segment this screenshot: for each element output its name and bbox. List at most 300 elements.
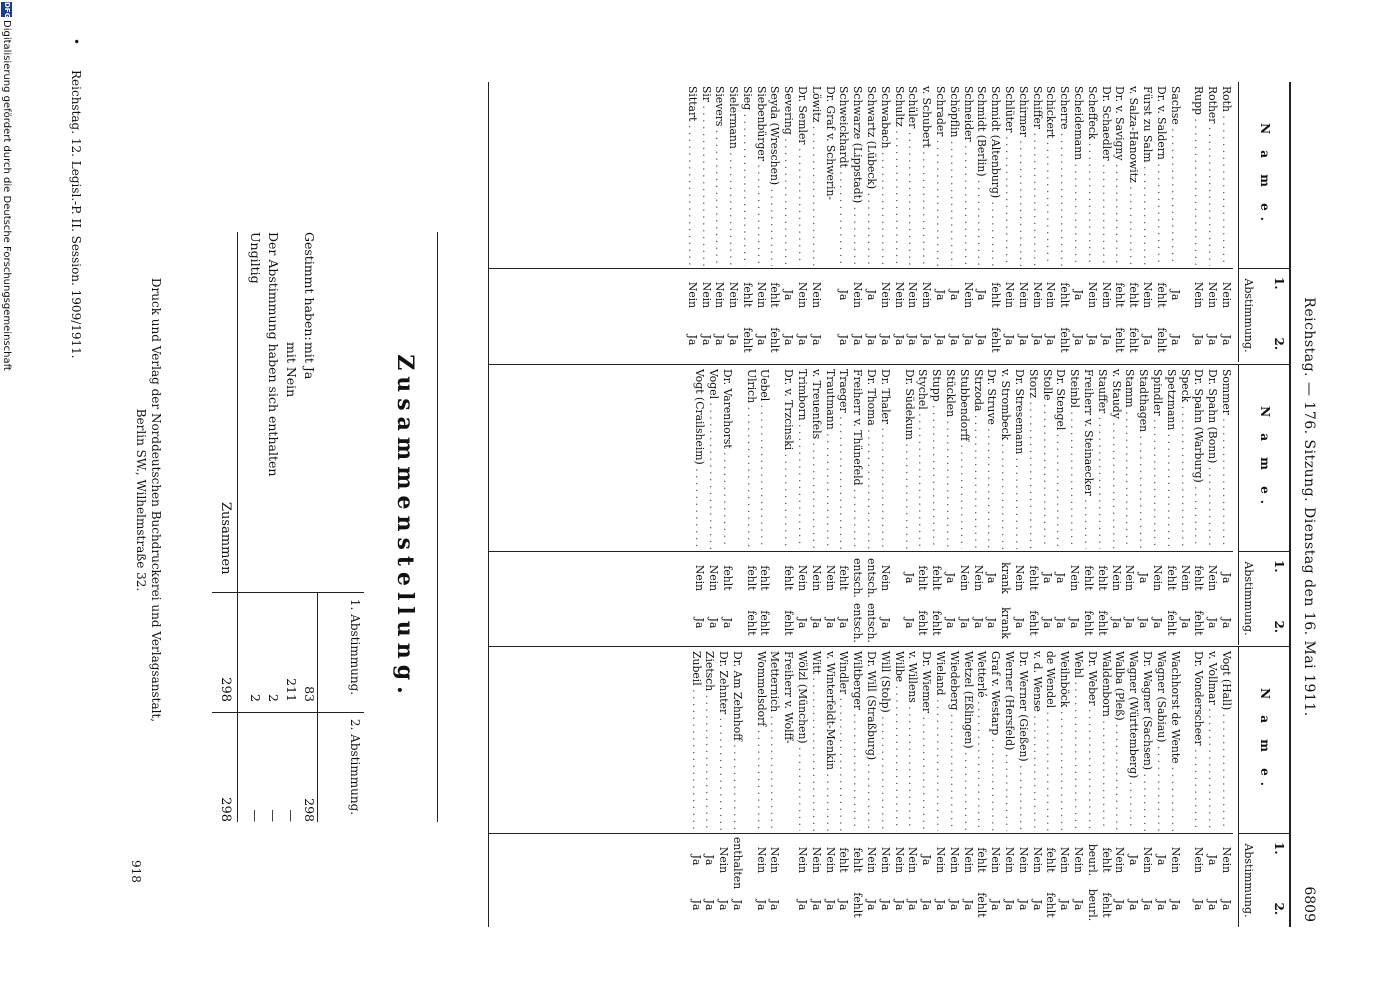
table-row	[1205, 82, 1219, 362]
vote-rows	[489, 647, 1233, 927]
vote-2-value: Ja	[892, 334, 906, 346]
vote-1-value: Ja	[837, 289, 851, 301]
name-header: N a m e.	[1258, 123, 1272, 227]
vote-rows	[489, 365, 1233, 645]
vote-1-value: fehlt	[1082, 565, 1096, 591]
vote-2-value: Ja	[1192, 899, 1206, 911]
table-row	[809, 647, 823, 927]
table-row	[754, 82, 768, 362]
vote-2-value: Ja	[782, 334, 796, 346]
member-name: Zubeil . . .	[689, 651, 703, 831]
member-name: Dr. Vonderscheer . . .	[1192, 651, 1206, 831]
vote-2-value: Ja	[1072, 899, 1086, 911]
summary-value-1: 211	[284, 678, 299, 702]
member-name: Stychel . . .	[916, 369, 930, 549]
table-row	[929, 365, 943, 645]
vote-1-value: Nein	[892, 281, 906, 309]
vote-1-value: Nein	[754, 281, 768, 309]
table-row	[1113, 82, 1127, 362]
summary-title: Zusammenstellung.	[392, 354, 418, 700]
table-row	[919, 82, 933, 362]
vote-column-1	[489, 82, 1289, 362]
vote-1-value: fehlt	[1058, 282, 1072, 308]
member-name: Werner (Hersfeld) . . .	[1002, 651, 1016, 831]
bullet-mark: •	[69, 38, 83, 46]
vote-2-value: Ja	[865, 334, 879, 346]
member-name: Storz . . .	[1026, 369, 1040, 549]
table-row	[1002, 647, 1016, 927]
vote-2-value: fehlt	[1164, 610, 1178, 636]
member-name: v. Willens . . .	[906, 651, 920, 831]
member-name: Dr. v. Savigny . . .	[1113, 86, 1127, 266]
table-row	[837, 365, 851, 645]
table-row	[892, 647, 906, 927]
vote-1-value: fehlt	[989, 282, 1003, 308]
vote-2-value: fehlt	[1154, 327, 1168, 353]
vote-2-value: Ja	[865, 899, 879, 911]
member-name: Sieg . . .	[740, 86, 754, 266]
member-name: Trimborn . . .	[795, 369, 809, 549]
vote-1-value: Nein	[1206, 281, 1220, 309]
table-row	[768, 82, 782, 362]
vote-2-value: Ja	[906, 899, 920, 911]
vote-tables	[488, 82, 1291, 927]
member-name: Sielermann . . .	[726, 86, 740, 266]
vote-header	[1239, 268, 1289, 362]
table-row	[902, 365, 916, 645]
table-row	[1192, 365, 1206, 645]
member-name: Trautmann . . .	[823, 369, 837, 549]
vote-2-value: Ja	[1154, 899, 1168, 911]
member-name: de Wendel . . .	[1044, 651, 1058, 831]
table-row	[726, 82, 740, 362]
table-row	[703, 647, 717, 927]
table-row	[864, 82, 878, 362]
member-name: Stauffer . . .	[1095, 369, 1109, 549]
vote-2-value: Ja	[878, 899, 892, 911]
vote-1-value: Nein	[768, 846, 782, 874]
vote-1-value: Ja	[975, 289, 989, 301]
vote-1-value: Nein	[685, 281, 699, 309]
member-name: Stücklen . . .	[943, 369, 957, 549]
table-row	[837, 647, 851, 927]
vote-2-value: Ja	[1168, 899, 1182, 911]
vote-2-value: fehlt	[740, 327, 754, 353]
vote-1-value: Nein	[1016, 281, 1030, 309]
table-row	[878, 647, 892, 927]
member-name: Dr. Struve . . .	[985, 369, 999, 549]
vote-1-value: Nein	[971, 564, 985, 592]
vote-1-value: Nein	[892, 846, 906, 874]
summary-line	[300, 232, 318, 822]
vote-1-value: Nein	[754, 846, 768, 874]
member-name: Dr. Stresemann . . .	[1012, 369, 1026, 549]
table-row	[1109, 365, 1123, 645]
table-row	[906, 647, 920, 927]
summary-value-2: —	[284, 809, 299, 822]
vote-1-value: Nein	[809, 564, 823, 592]
table-row	[758, 365, 772, 645]
member-name: Steinbl . . .	[1067, 369, 1081, 549]
vote-2-value: Ja	[689, 899, 703, 911]
member-name: Graf v. Westarp . . .	[988, 651, 1002, 831]
vote-2-value: Ja	[1030, 899, 1044, 911]
vote-1-value: Nein	[1178, 564, 1192, 592]
vote-1-value: Nein	[1044, 281, 1058, 309]
member-name: Wetterlé . . .	[975, 651, 989, 831]
summary-value-1: 83	[302, 686, 317, 702]
table-row	[850, 365, 864, 645]
vote-2-value: Ja	[809, 617, 823, 629]
vote-1-value: Nein	[1220, 846, 1233, 874]
member-name: Roth . . .	[1219, 86, 1233, 266]
vote-1-value: Nein	[920, 281, 934, 309]
table-row	[1123, 365, 1137, 645]
member-name: Vogel . . .	[706, 369, 720, 549]
vote-2-value: Ja	[730, 899, 744, 911]
table-row	[782, 647, 796, 927]
member-name: Schwarze (Lippstadt) . . .	[850, 86, 864, 266]
vote-1-value: fehlt	[930, 565, 944, 591]
vote-2-value: Ja	[1220, 899, 1233, 911]
vote-2-value: Ja	[961, 334, 975, 346]
table-row	[1154, 647, 1168, 927]
member-name: Wiltberger . . .	[850, 651, 864, 831]
table-row	[947, 647, 961, 927]
table-row	[892, 82, 906, 362]
vote-1-value: fehlt	[1192, 565, 1206, 591]
summary-head-2: 2. Abstimmung.	[348, 718, 362, 816]
vote-2-value: Ja	[1044, 334, 1058, 346]
table-header	[1238, 82, 1289, 362]
printer-line-1: Druck und Verlag der Norddeutschen Buchdruckerei und Verlagsanstalt,	[149, 277, 163, 723]
vote-1-value: fehlt	[851, 847, 865, 873]
table-row	[1030, 82, 1044, 362]
table-row	[716, 647, 730, 927]
name-header: N a m e.	[1258, 688, 1272, 792]
vote-2-value: Ja	[727, 334, 741, 346]
member-name: Schmidt (Berlin) . . .	[975, 86, 989, 266]
member-name: Sir . . .	[699, 86, 713, 266]
vote-2-value: Ja	[1016, 899, 1030, 911]
vote-1-value: Nein	[934, 846, 948, 874]
member-name: Schmidt (Altenburg) . . .	[988, 86, 1002, 266]
footer-text: Reichstag. 12. Legisl.-P. II. Session. 1909/1911.	[69, 70, 83, 359]
member-name: Freiherr v. Steinaecker . . .	[1081, 369, 1095, 549]
group-spacer	[744, 647, 754, 927]
table-row	[1219, 82, 1233, 362]
table-row	[1205, 365, 1219, 645]
vote-2-value: Ja	[1220, 334, 1233, 346]
summary-value-1: 2	[248, 694, 263, 702]
vote-2-value: Ja	[693, 617, 707, 629]
vote-1-value: fehlt	[916, 565, 930, 591]
table-row	[1140, 82, 1154, 362]
table-row	[699, 82, 713, 362]
member-name: v. d. Wense . . .	[1030, 651, 1044, 831]
member-name: v. Vollmar . . .	[1205, 651, 1219, 831]
table-row	[961, 647, 975, 927]
table-row	[943, 365, 957, 645]
table-row	[971, 365, 985, 645]
vote-2-value: Ja	[920, 334, 934, 346]
member-name: Waldenborn . . .	[1099, 651, 1113, 831]
vote-1-value: Ja	[947, 289, 961, 301]
member-name: Vogt (Hall) . . .	[1219, 651, 1233, 831]
member-name: Sittart . . .	[685, 86, 699, 266]
page-header	[1293, 92, 1323, 922]
vote-2-value: Ja	[1137, 617, 1151, 629]
vote-2-value: Ja	[720, 617, 734, 629]
table-row	[713, 82, 727, 362]
vote-1-value: Nein	[1016, 846, 1030, 874]
member-name: v. Schubert . . .	[919, 86, 933, 266]
member-name: Sievers . . .	[713, 86, 727, 266]
vote-1-value: Nein	[989, 846, 1003, 874]
table-row	[782, 365, 796, 645]
member-name: Schlüter . . .	[1002, 86, 1016, 266]
table-row	[1126, 82, 1140, 362]
table-row	[809, 365, 823, 645]
vote-2-value: Ja	[1003, 334, 1017, 346]
member-name: Windler . . .	[837, 651, 851, 831]
table-row	[1140, 647, 1154, 927]
table-row	[1012, 365, 1026, 645]
vote-2-value: Ja	[934, 899, 948, 911]
vote-2-value: entsch.	[851, 603, 865, 643]
table-row	[795, 365, 809, 645]
table-row	[1219, 647, 1233, 927]
printer-line-2: Berlin SW., Wilhelmstraße 32.	[134, 408, 148, 592]
table-row	[795, 647, 809, 927]
vote-2-value: Ja	[809, 334, 823, 346]
vote-2-value: Ja	[920, 899, 934, 911]
member-name: Dr. v. Saldern . . .	[1154, 86, 1168, 266]
printer-imprint	[133, 200, 163, 800]
member-name: Rother . . .	[1205, 86, 1219, 266]
header-title: Reichstag. — 176. Sitzung. Dienstag den 16. Mai 1911.	[1301, 297, 1317, 717]
member-name: Rupp . . .	[1192, 86, 1206, 266]
table-row	[1192, 647, 1206, 927]
table-row	[957, 365, 971, 645]
vote-1-value: Ja	[944, 572, 958, 584]
vote-1-value: Ja	[1054, 572, 1068, 584]
member-name: Dr. Semler . . .	[795, 86, 809, 266]
vote-2-value: Ja	[906, 334, 920, 346]
vote-1-value: Nein	[727, 281, 741, 309]
vote-2-value: fehlt	[930, 610, 944, 636]
vote-column-2	[489, 364, 1289, 645]
member-name: Dr. Zehnter . . .	[716, 651, 730, 831]
vote-1-value: Nein	[1068, 564, 1082, 592]
member-name: Dr. Thoma . . .	[864, 369, 878, 549]
table-row	[1057, 82, 1071, 362]
vote-2-value: Ja	[989, 899, 1003, 911]
table-row	[720, 365, 734, 645]
vote-2-value: Ja	[754, 334, 768, 346]
vote-1-value: Nein	[878, 846, 892, 874]
vote-1-value: Nein	[1058, 846, 1072, 874]
vote-1-value: fehlt	[1095, 565, 1109, 591]
summary-header	[317, 592, 364, 822]
vote-2-value: Ja	[1151, 617, 1165, 629]
member-name: Severing . . .	[782, 86, 796, 266]
vote-1-value: fehlt	[744, 565, 758, 591]
table-header	[1238, 365, 1289, 645]
table-row	[740, 82, 754, 362]
table-row	[754, 647, 768, 927]
vote-1-value: Nein	[693, 564, 707, 592]
table-row	[706, 365, 720, 645]
vote-header	[1239, 551, 1289, 645]
table-row	[1164, 365, 1178, 645]
vote-1-value: Nein	[1099, 281, 1113, 309]
member-name: Wölzl (München) . . .	[795, 651, 809, 831]
member-name: Schirmer . . .	[1016, 86, 1030, 266]
vote-2-value: krank	[999, 607, 1013, 639]
summary-label: Gestimmt haben:	[302, 232, 317, 341]
vote-1-value: Nein	[961, 281, 975, 309]
member-name: Uebel . . .	[758, 369, 772, 549]
summary-line	[246, 232, 264, 822]
table-row	[1044, 82, 1058, 362]
member-name: Will (Stolp) . . .	[878, 651, 892, 831]
vote-2-value: Ja	[1168, 334, 1182, 346]
vote-column-3	[489, 646, 1289, 927]
member-name: Dr. v. Trzcinski . . .	[782, 369, 796, 549]
member-name: v. Strombeck . . .	[998, 369, 1012, 549]
member-name: Wilbe . . .	[892, 651, 906, 831]
member-name: Strzoda . . .	[971, 369, 985, 549]
vote-1-value: Nein	[823, 846, 837, 874]
vote-1-value: Nein	[957, 564, 971, 592]
member-name: v. Treuenfels . . .	[809, 369, 823, 549]
vote-2-value: Ja	[934, 334, 948, 346]
table-row	[1099, 82, 1113, 362]
member-name: Stupp . . .	[929, 369, 943, 549]
vote-1-value: Ja	[1040, 572, 1054, 584]
member-name: Schiffer . . .	[1030, 86, 1044, 266]
table-row	[768, 647, 782, 927]
member-name: v. Salza-Hanowitz . . .	[1126, 86, 1140, 266]
member-name: Schickert . . .	[1044, 86, 1058, 266]
table-row	[850, 82, 864, 362]
abstimmung-header: Abstimmung.	[1242, 561, 1255, 636]
table-row	[1099, 647, 1113, 927]
table-row	[1168, 647, 1182, 927]
summary-total-2: 298	[218, 797, 233, 822]
vote-1-value: Nein	[906, 846, 920, 874]
member-name: Dr. Will (Straßburg) . . .	[864, 651, 878, 831]
member-name: Speck . . .	[1178, 369, 1192, 549]
member-name: Seyda (Wreschen) . . .	[768, 86, 782, 266]
table-row	[975, 647, 989, 927]
vote-2-header: 2.	[1272, 620, 1286, 633]
member-name: Scheidemann . . .	[1071, 86, 1085, 266]
summary-line	[282, 232, 300, 822]
summary-sublabel: mit Nein	[284, 342, 299, 398]
vote-1-value: Nein	[947, 846, 961, 874]
vote-2-value: Ja	[892, 899, 906, 911]
member-name: Dr. Varenhorst . . .	[720, 369, 734, 549]
summary-sublabel: mit Ja	[302, 342, 317, 380]
table-row	[1154, 82, 1168, 362]
member-name: Siebenbürger . . .	[754, 86, 768, 266]
vote-1-value: fehlt	[1113, 282, 1127, 308]
vote-2-value: Ja	[837, 617, 851, 629]
vote-1-value: Nein	[717, 846, 731, 874]
vote-2-value: Ja	[985, 617, 999, 629]
member-name: Stubbendorff . . .	[957, 369, 971, 549]
vote-1-value: fehlt	[1026, 565, 1040, 591]
table-row	[878, 82, 892, 362]
vote-1-value: Nein	[1003, 281, 1017, 309]
table-row	[1071, 82, 1085, 362]
vote-2-value: Ja	[1113, 899, 1127, 911]
vote-2-value: Ja	[1141, 334, 1155, 346]
table-row	[1178, 365, 1192, 645]
vote-1-value: fehlt	[1164, 565, 1178, 591]
member-name: Dr. Spahn (Warburg) . . .	[1192, 369, 1206, 549]
table-row	[947, 82, 961, 362]
summary-head-1: 1. Abstimmung.	[348, 598, 362, 696]
vote-2-value: Ja	[971, 617, 985, 629]
vote-2-value: Ja	[1178, 617, 1192, 629]
table-row	[1044, 647, 1058, 927]
member-name: Löwitz . . .	[809, 86, 823, 266]
vote-2-value: Ja	[1058, 899, 1072, 911]
member-name: Zietsch . . .	[703, 651, 717, 831]
table-row	[1071, 647, 1085, 927]
table-row	[1136, 365, 1150, 645]
vote-1-value: Ja	[934, 289, 948, 301]
table-row	[1085, 647, 1099, 927]
vote-1-value: Nein	[1085, 281, 1099, 309]
vote-1-value: fehlt	[1044, 847, 1058, 873]
vote-1-value: Nein	[1030, 281, 1044, 309]
vote-1-value: Ja	[703, 854, 717, 866]
member-name: Spindler . . .	[1150, 369, 1164, 549]
vote-1-value: Nein	[1151, 564, 1165, 592]
table-row	[809, 82, 823, 362]
group-spacer	[772, 365, 782, 645]
vote-1-value: Ja	[902, 572, 916, 584]
table-row	[782, 82, 796, 362]
member-name: Schneider . . .	[961, 86, 975, 266]
vote-2-value: Ja	[1123, 617, 1137, 629]
member-name: Wachhorst de Wente . . .	[1168, 651, 1182, 831]
vote-2-value: fehlt	[975, 892, 989, 918]
summary-label: Ungiltig	[248, 232, 263, 284]
table-row	[1054, 365, 1068, 645]
vote-1-value: fehlt	[720, 565, 734, 591]
group-spacer	[892, 365, 902, 645]
vote-2-value: Ja	[975, 334, 989, 346]
vote-1-value: Nein	[1141, 281, 1155, 309]
table-row	[1002, 82, 1016, 362]
vote-2-value: entsch.	[865, 603, 879, 643]
vote-2-value: Ja	[768, 899, 782, 911]
table-row	[988, 82, 1002, 362]
vote-1-value: Ja	[1220, 572, 1233, 584]
member-name: Wommelsdorf . . .	[754, 651, 768, 831]
vote-1-value: Nein	[1206, 564, 1220, 592]
table-row	[1205, 647, 1219, 927]
vote-1-value: Ja	[985, 572, 999, 584]
vote-2-value: fehlt	[744, 610, 758, 636]
vote-1-value: Nein	[961, 846, 975, 874]
vote-1-value: Nein	[1192, 846, 1206, 874]
